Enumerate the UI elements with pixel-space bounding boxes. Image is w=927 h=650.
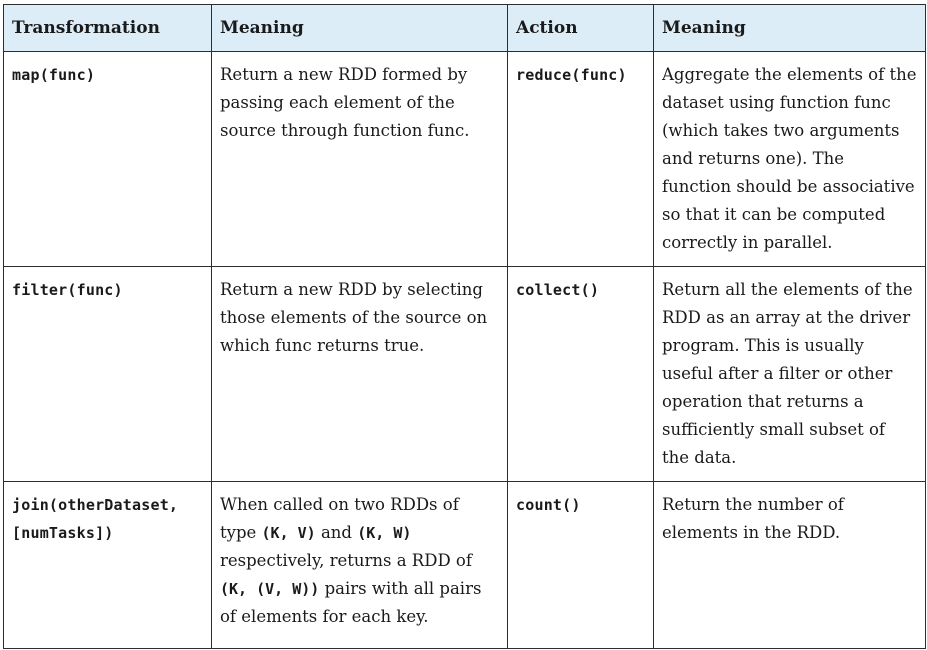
meaning-text: and [315, 523, 358, 542]
action-cell [508, 267, 654, 482]
action-code: reduce(func) [516, 66, 627, 84]
action-code: count() [516, 496, 581, 514]
inline-code: (K, W) [357, 524, 412, 542]
action-cell [508, 52, 654, 267]
header-action: Action [508, 5, 654, 52]
rdd-operations-table [3, 4, 926, 649]
table-body [4, 52, 926, 649]
transformation-code: map(func) [12, 66, 96, 84]
table-header [4, 5, 926, 52]
transformation-code-line2: [numTasks]) [12, 524, 114, 542]
header-meaning-action: Meaning [654, 5, 926, 52]
inline-code: (K, (V, W)) [220, 580, 320, 598]
action-meaning-cell: Return all the elements of the RDD as an array at the driver program. This is usually useful after a filter or other operation that returns a sufficiently small subset of the data. [654, 267, 926, 482]
table-row [4, 52, 926, 267]
transformation-meaning-cell: Return a new RDD formed by passing each element of the source through function func. [212, 52, 508, 267]
transformation-cell [4, 267, 212, 482]
action-code: collect() [516, 281, 600, 299]
action-meaning-cell: Return the number of elements in the RDD. [654, 482, 926, 649]
table-row [4, 482, 926, 649]
action-cell [508, 482, 654, 649]
action-meaning-cell: Aggregate the elements of the dataset using function func (which takes two arguments and returns one). The function should be associative so that it can be computed correctly in parallel. [654, 52, 926, 267]
transformation-meaning-cell [212, 482, 508, 649]
header-transformation: Transformation [4, 5, 212, 52]
transformation-cell [4, 52, 212, 267]
meaning-text: pairs with all pairs of elements for each key. [220, 579, 482, 626]
transformation-code-line1: join(otherDataset, [12, 496, 179, 514]
transformation-meaning-cell: Return a new RDD by selecting those elements of the source on which func returns true. [212, 267, 508, 482]
header-row [4, 5, 926, 52]
meaning-text: When called on two RDDs of type [220, 495, 459, 542]
header-meaning-transformation: Meaning [212, 5, 508, 52]
meaning-text: respectively, returns a RDD of [220, 551, 472, 570]
table-row [4, 267, 926, 482]
transformation-code: filter(func) [12, 281, 123, 299]
transformation-cell [4, 482, 212, 649]
inline-code: (K, V) [261, 524, 316, 542]
